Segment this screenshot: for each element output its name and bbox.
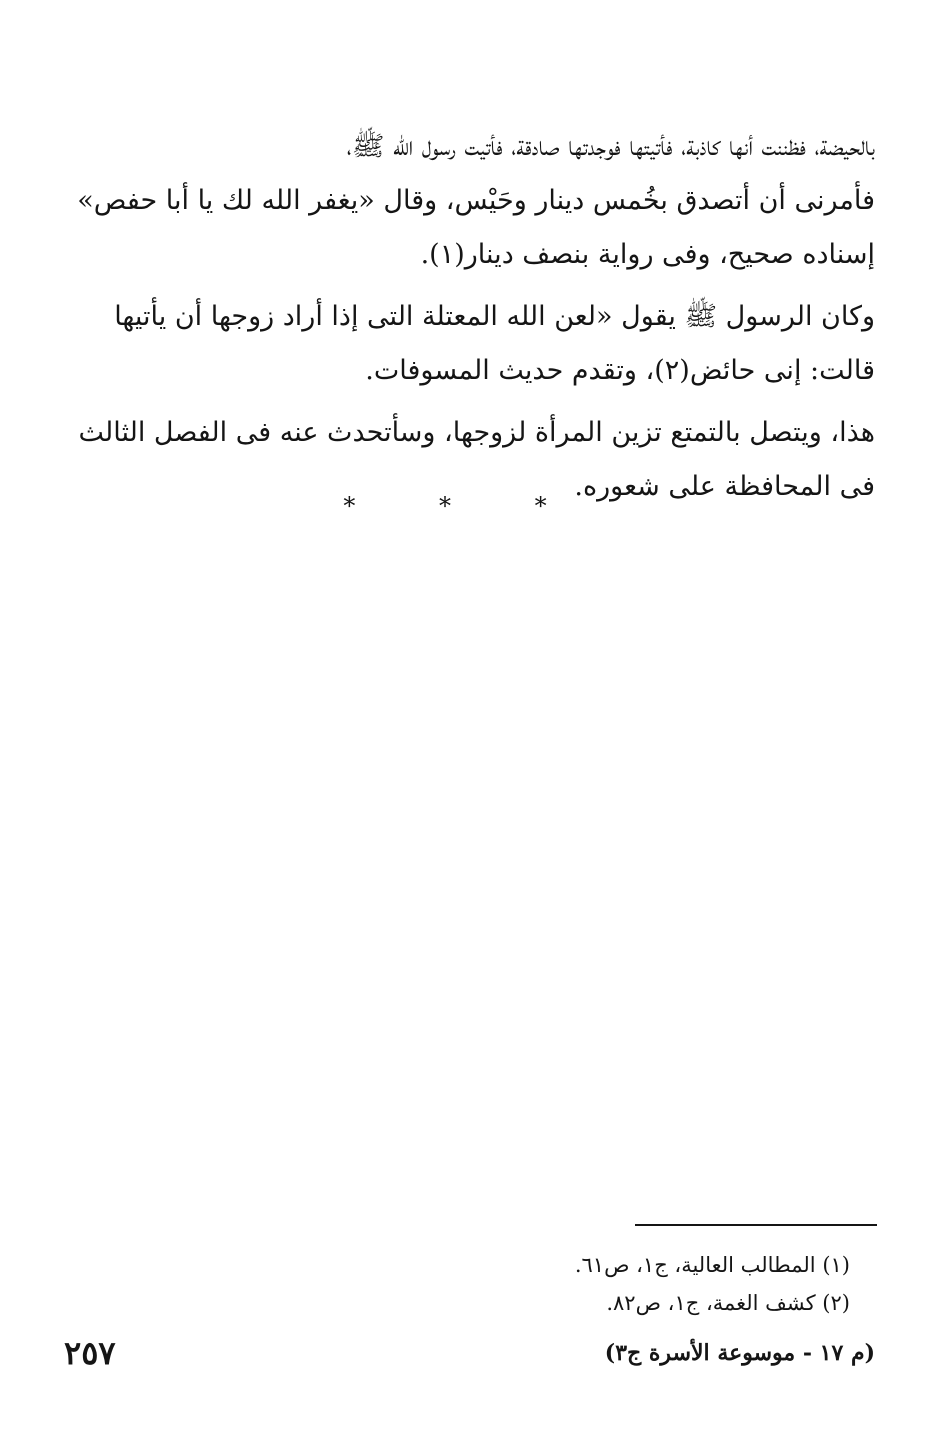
paragraph-2 [60, 290, 875, 398]
running-footer: (م ١٧ - موسوعة الأسرة ج٣) [604, 1340, 875, 1366]
paragraph-1 [60, 120, 875, 282]
section-break-ornament: * * * [343, 492, 585, 520]
footnotes [60, 1246, 850, 1322]
body-text [60, 120, 875, 522]
text-line: هذا، ويتصل بالتمتع تزين المرأة لزوجها، وسأتحدث عنه فى الفصل الثالث [78, 417, 875, 448]
text-line: فى المحافظة على شعوره. [574, 471, 875, 502]
text-line: وكان الرسول ﷺ يقول «لعن الله المعتلة التى إذا أراد زوجها أن يأتيها [114, 301, 875, 332]
text-line: قالت: إنى حائض(٢)، وتقدم حديث المسوفات. [365, 355, 875, 386]
footnote-2: (٢) كشف الغمة، ج١، ص٨٢. [606, 1291, 850, 1315]
text-line: بالحيضة، فظننت أنها كاذبة، فأتيتها فوجدتها صادقة، فأتيت رسول الله ﷺ، [346, 131, 875, 162]
page-number: ٢٥٧ [64, 1334, 116, 1372]
footnote-1: (١) المطالب العالية، ج١، ص٦١. [574, 1253, 850, 1277]
footnote-divider [635, 1224, 877, 1226]
text-line: إسناده صحيح، وفى رواية بنصف دينار(١). [420, 239, 875, 270]
text-line: فأمرنى أن أتصدق بخُمس دينار وحَيْس، وقال «يغفر الله لك يا أبا حفص» [77, 185, 875, 216]
